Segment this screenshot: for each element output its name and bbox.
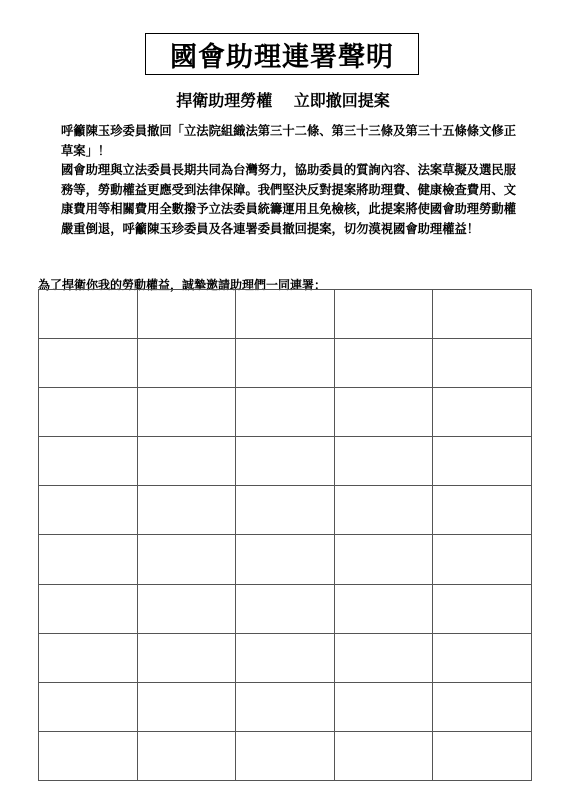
signature-cell (236, 290, 335, 339)
signature-cell (39, 486, 138, 535)
signature-cell (433, 339, 532, 388)
document-subtitle: 捍衛助理勞權 立即撤回提案 (176, 91, 390, 110)
signature-cell (39, 437, 138, 486)
signature-cell (433, 682, 532, 731)
signature-row (39, 437, 532, 486)
signature-cell (334, 290, 433, 339)
signature-row (39, 584, 532, 633)
signature-cell (334, 584, 433, 633)
signature-cell (433, 535, 532, 584)
signature-cell (433, 731, 532, 780)
signature-cell (334, 486, 433, 535)
signature-cell (39, 388, 138, 437)
signature-row (39, 731, 532, 780)
signature-cell (137, 633, 236, 682)
signature-cell (39, 633, 138, 682)
signature-cell (433, 290, 532, 339)
signature-cell (236, 388, 335, 437)
signature-cell (39, 290, 138, 339)
signature-row (39, 535, 532, 584)
signature-row (39, 388, 532, 437)
signature-cell (236, 682, 335, 731)
signature-cell (39, 731, 138, 780)
signature-cell (137, 290, 236, 339)
signature-cell (334, 633, 433, 682)
signature-cell (334, 535, 433, 584)
signature-cell (236, 731, 335, 780)
signature-cell (236, 633, 335, 682)
signature-cell (236, 486, 335, 535)
signature-row (39, 290, 532, 339)
signature-cell (236, 339, 335, 388)
statement-body (61, 121, 521, 238)
signature-cell (39, 339, 138, 388)
signature-cell (137, 437, 236, 486)
signature-cell (433, 584, 532, 633)
signature-cell (137, 535, 236, 584)
signature-invitation: 為了捍衛你我的勞動權益，誠摯邀請助理們一同連署： (38, 278, 327, 292)
signature-cell (433, 486, 532, 535)
signature-cell (236, 535, 335, 584)
statement-paragraph-appeal: 呼籲陳玉珍委員撤回「立法院組織法第三十二條、第三十三條及第三十五條條文修正草案」！ (61, 123, 516, 158)
signature-row (39, 486, 532, 535)
signature-cell (137, 339, 236, 388)
signature-cell (236, 437, 335, 486)
signature-cell (39, 535, 138, 584)
signature-cell (334, 731, 433, 780)
signature-cell (137, 682, 236, 731)
signature-cell (433, 388, 532, 437)
signature-cell (334, 339, 433, 388)
signature-cell (39, 584, 138, 633)
signature-row (39, 682, 532, 731)
document-title: 國會助理連署聲明 (145, 33, 419, 75)
signature-cell (334, 437, 433, 486)
signature-cell (334, 388, 433, 437)
signature-cell (236, 584, 335, 633)
statement-paragraph-reason: 國會助理與立法委員長期共同為台灣努力，協助委員的質詢內容、法案草擬及選民服務等，勞動權益更應受到法律保障。我們堅決反對提案將助理費、健康檢查費用、文康費用等相關費用全數撥予立法委員統籌運用且免檢核，此提案將使國會助理勞動權嚴重倒退，呼籲陳玉珍委員及各連署委員撤回提案，切勿漠視國會助理權益！ (61, 162, 516, 236)
signature-cell (137, 388, 236, 437)
signature-row (39, 633, 532, 682)
signature-cell (137, 731, 236, 780)
signature-row (39, 339, 532, 388)
signature-cell (137, 584, 236, 633)
signature-cell (433, 633, 532, 682)
signature-cell (39, 682, 138, 731)
signature-grid (38, 289, 532, 781)
signature-cell (334, 682, 433, 731)
signature-cell (433, 437, 532, 486)
signature-cell (137, 486, 236, 535)
